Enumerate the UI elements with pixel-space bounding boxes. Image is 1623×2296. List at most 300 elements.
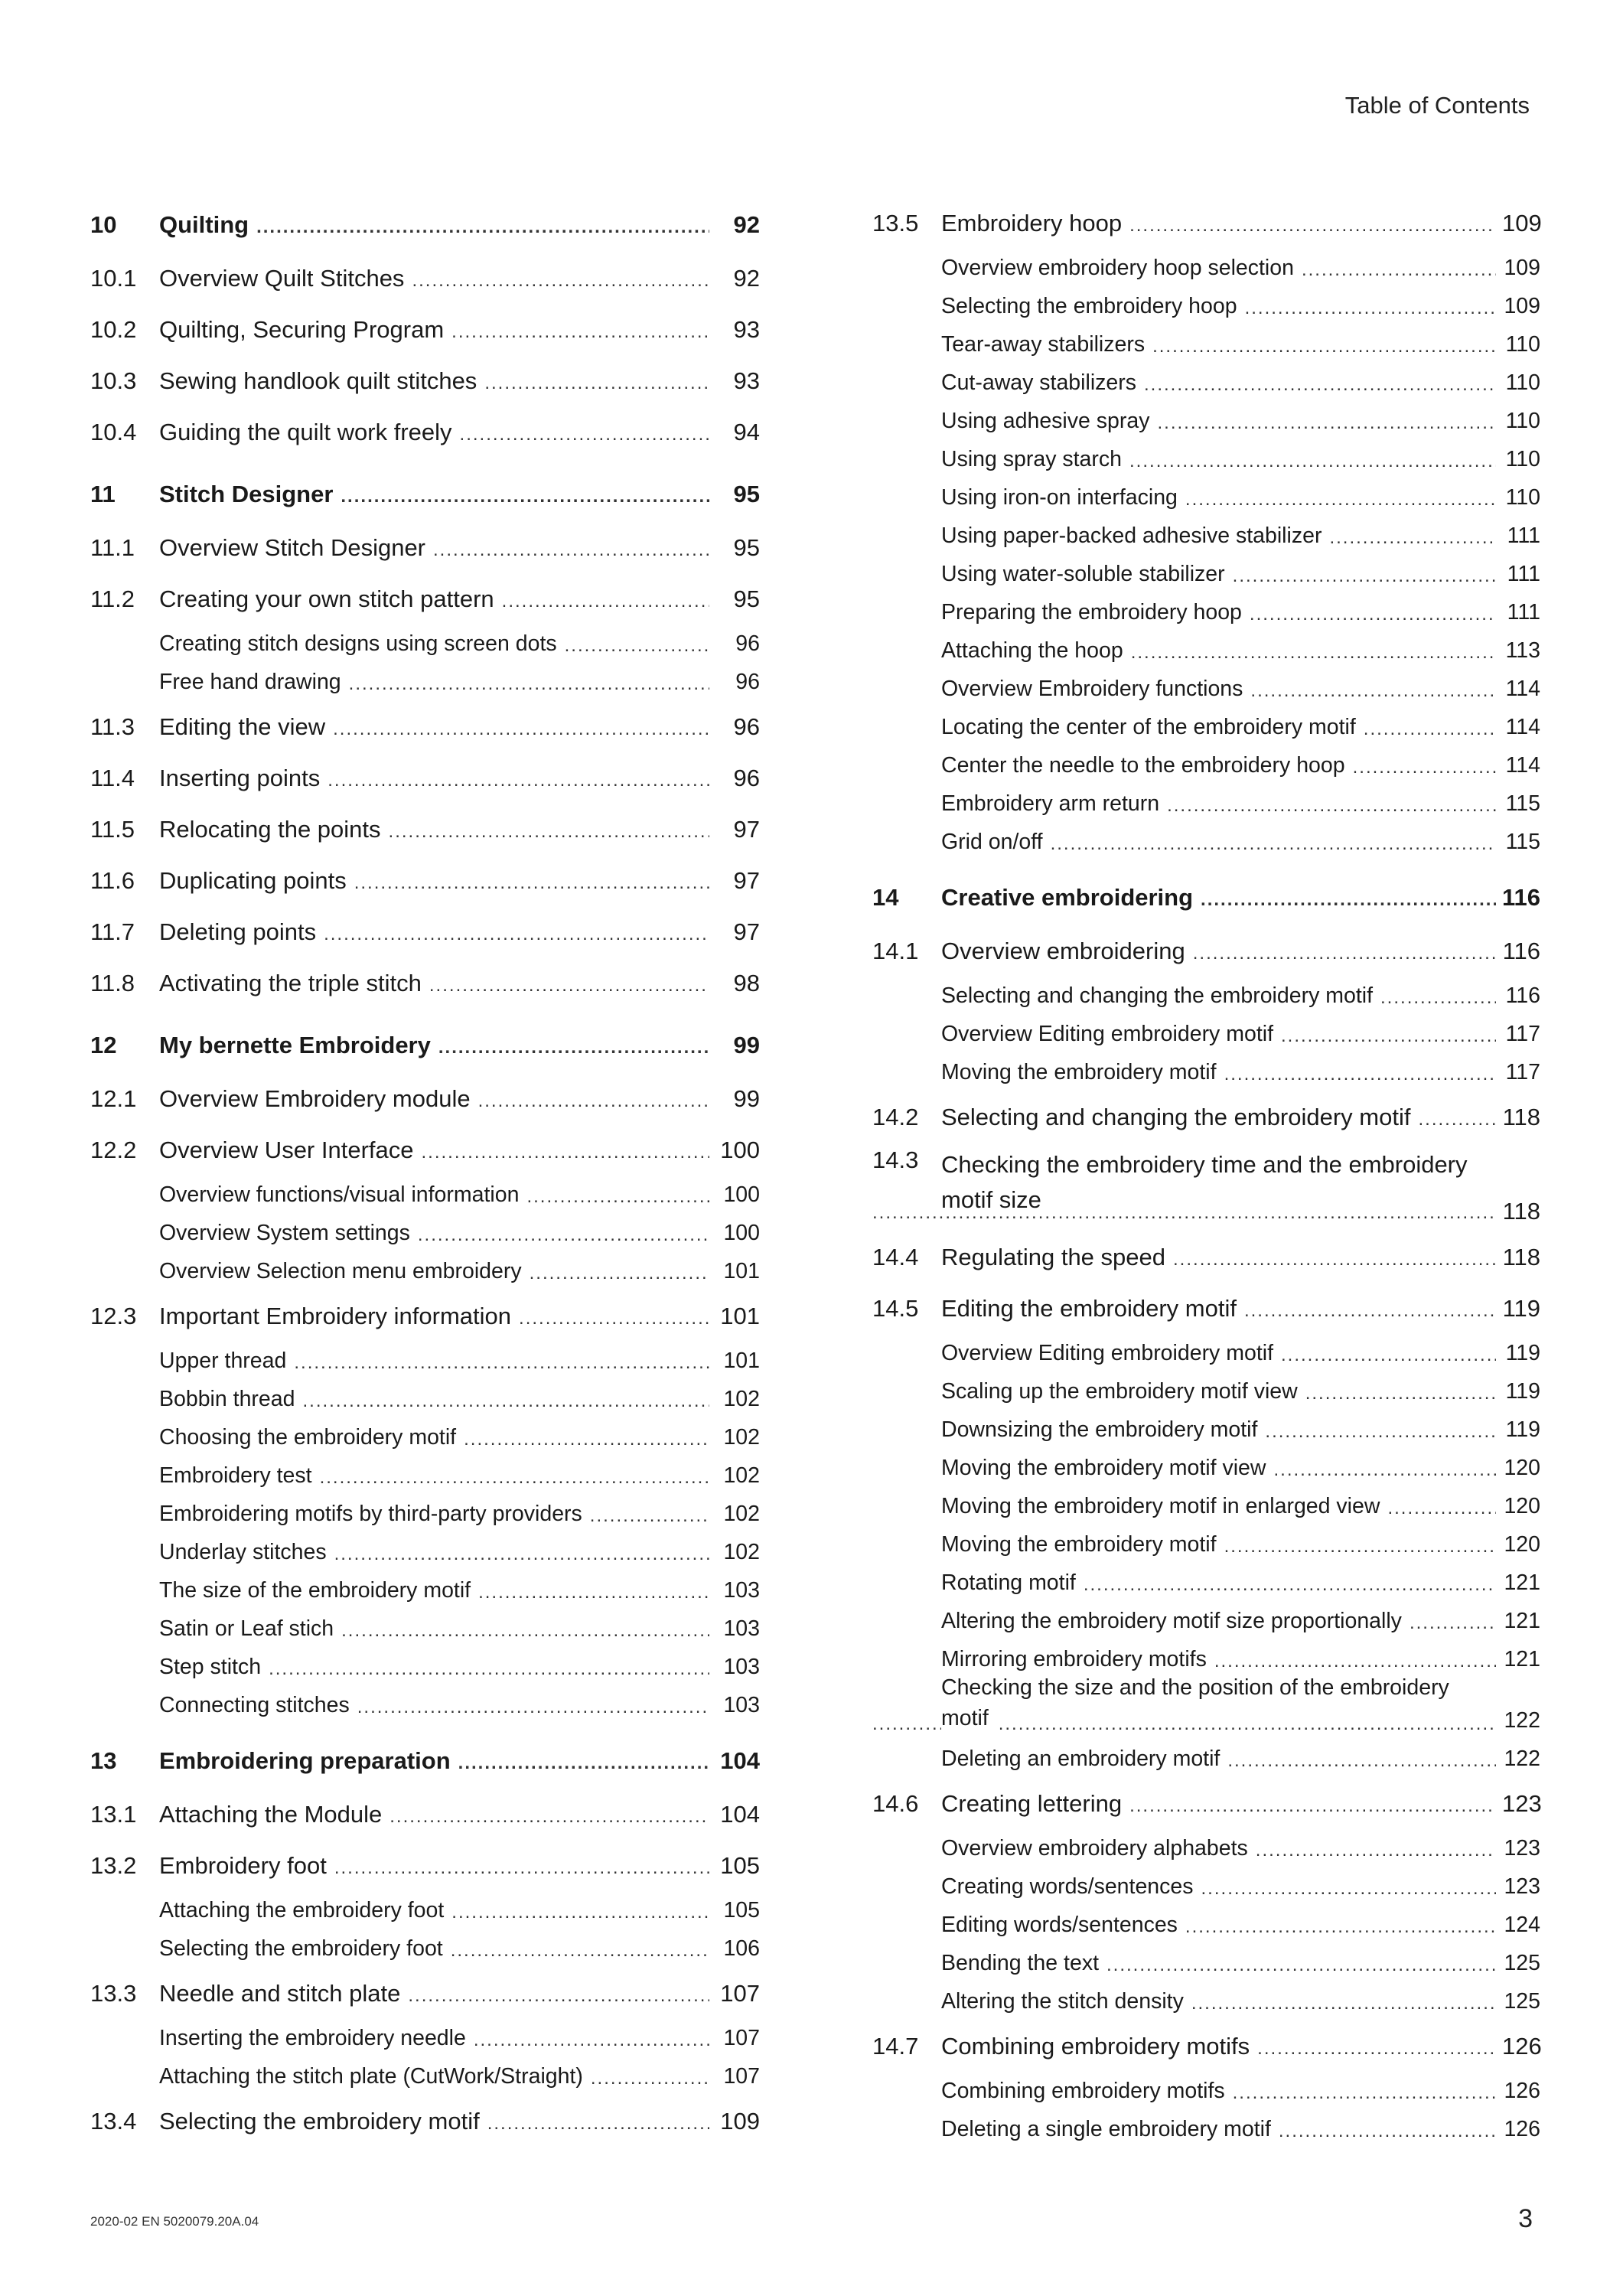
toc-entry-page: 97	[733, 918, 760, 945]
toc-entry-sub[interactable]	[872, 1487, 1540, 1525]
toc-entry-number: 14.4	[872, 1243, 919, 1270]
toc-entry-sub[interactable]	[872, 746, 1540, 784]
toc-entry-sub[interactable]	[90, 1686, 760, 1724]
dot-leader	[1364, 720, 1496, 739]
toc-entry-page: 96	[735, 631, 760, 656]
toc-entry-title: Satin or Leaf stich	[159, 1616, 334, 1641]
toc-entry-section[interactable]	[872, 2020, 1540, 2072]
toc-entry-sub[interactable]	[872, 1525, 1540, 1564]
toc-entry-section[interactable]	[90, 573, 760, 625]
toc-entry-title: Selecting the embroidery hoop	[941, 293, 1237, 318]
toc-entry-sub[interactable]	[872, 631, 1540, 670]
toc-entry-page: 123	[1504, 1874, 1540, 1899]
toc-entry-title: Creating your own stitch pattern	[159, 585, 494, 612]
toc-entry-sub[interactable]	[90, 1929, 760, 1968]
toc-entry-number: 11.8	[90, 969, 135, 996]
toc-entry-page: 118	[1502, 1243, 1540, 1270]
toc-entry-number: 13.2	[90, 1851, 137, 1879]
toc-entry-section[interactable]	[872, 1231, 1540, 1283]
toc-entry-sub[interactable]	[90, 1648, 760, 1686]
dot-leader	[502, 592, 709, 611]
toc-entry-page: 126	[1504, 2078, 1540, 2103]
dot-leader	[1144, 376, 1496, 394]
dot-leader	[1084, 1576, 1496, 1594]
toc-entry-page: 115	[1505, 829, 1540, 854]
toc-entry-page: 102	[723, 1539, 760, 1564]
toc-entry-sub[interactable]	[90, 1252, 760, 1290]
toc-entry-page: 117	[1505, 1021, 1540, 1046]
toc-entry-chapter[interactable]	[90, 1733, 760, 1789]
toc-entry-page: 121	[1504, 1570, 1540, 1595]
toc-entry-number: 13.5	[872, 209, 919, 236]
toc-entry-sub[interactable]	[90, 663, 760, 701]
toc-entry-title-line2: motif	[941, 1706, 996, 1730]
toc-entry-sub[interactable]	[872, 555, 1540, 593]
toc-entry-sub[interactable]	[90, 1571, 760, 1609]
toc-entry-sub[interactable]	[872, 1867, 1540, 1906]
toc-entry-section[interactable]	[90, 1073, 760, 1124]
toc-entry-section[interactable]	[872, 197, 1540, 249]
dot-leader	[1224, 1065, 1496, 1084]
toc-entry-sub[interactable]	[872, 1411, 1540, 1449]
toc-entry-number: 14.2	[872, 1103, 919, 1130]
toc-entry-title: Guiding the quilt work freely	[159, 418, 452, 445]
toc-entry-sub[interactable]	[872, 1053, 1540, 1091]
toc-entry-section[interactable]	[90, 406, 760, 458]
toc-entry-page: 107	[723, 2025, 760, 2050]
toc-entry-title: Grid on/off	[941, 829, 1043, 854]
toc-entry-sub[interactable]	[872, 1449, 1540, 1487]
toc-entry-page: 116	[1502, 884, 1541, 911]
toc-entry-sub[interactable]	[872, 325, 1540, 364]
dot-leader	[1191, 1994, 1496, 2013]
toc-entry-title: Preparing the embroidery hoop	[941, 599, 1242, 625]
toc-entry-title: Deleting a single embroidery motif	[941, 2116, 1271, 2141]
dot-leader	[478, 1092, 709, 1110]
toc-entry-title: Attaching the stitch plate (CutWork/Straight)	[159, 2063, 583, 2089]
toc-entry-sub[interactable]	[872, 784, 1540, 823]
toc-entry-page: 110	[1505, 408, 1540, 433]
toc-entry-section[interactable]	[872, 1091, 1540, 1143]
toc-entry-section[interactable]	[90, 1124, 760, 1176]
toc-entry-title: Deleting an embroidery motif	[941, 1746, 1221, 1771]
toc-entry-section[interactable]	[90, 855, 760, 906]
dot-leader	[1152, 338, 1496, 356]
toc-entry-section[interactable]	[90, 355, 760, 406]
toc-entry-title: Overview embroidery alphabets	[941, 1835, 1248, 1861]
dot-leader	[1274, 1461, 1497, 1479]
toc-entry-page: 98	[733, 969, 760, 996]
dot-leader	[1233, 567, 1496, 585]
toc-entry-sub[interactable]	[872, 402, 1540, 440]
toc-entry-sub[interactable]	[90, 1891, 760, 1929]
toc-entry-page: 109	[1504, 255, 1540, 280]
toc-entry-number: 14.6	[872, 1789, 919, 1817]
toc-entry-title: Overview Selection menu embroidery	[159, 1258, 522, 1283]
toc-entry-title: Overview User Interface	[159, 1136, 414, 1163]
toc-entry-number: 10.3	[90, 367, 137, 394]
toc-entry-sub[interactable]	[872, 977, 1540, 1015]
toc-entry-sub[interactable]	[90, 1342, 760, 1380]
toc-entry-title: Selecting and changing the embroidery motif	[941, 1103, 1411, 1130]
toc-entry-number: 10.1	[90, 264, 137, 292]
toc-entry-number: 14.3	[872, 1146, 919, 1173]
toc-entry-section[interactable]	[90, 1789, 760, 1840]
toc-entry-section[interactable]	[90, 304, 760, 355]
dot-leader	[1173, 1251, 1496, 1269]
toc-entry-number: 11.2	[90, 585, 135, 612]
toc-entry-page: 125	[1504, 1950, 1540, 1975]
dot-leader	[451, 323, 709, 341]
dot-leader	[1051, 835, 1496, 853]
toc-entry-section[interactable]	[90, 1968, 760, 2019]
toc-entry-page: 116	[1505, 983, 1540, 1008]
toc-entry-section[interactable]	[872, 1143, 1540, 1231]
dot-leader	[565, 637, 709, 655]
toc-entry-sub[interactable]	[872, 1372, 1540, 1411]
toc-entry-title: Editing the embroidery motif	[941, 1294, 1237, 1322]
toc-entry-title: Using spray starch	[941, 446, 1123, 471]
toc-entry-number: 14.7	[872, 2032, 919, 2060]
toc-entry-chapter[interactable]	[90, 197, 760, 253]
toc-entry-section[interactable]	[90, 522, 760, 573]
toc-entry-page: 120	[1504, 1455, 1540, 1480]
toc-entry-title: Moving the embroidery motif	[941, 1059, 1217, 1084]
toc-entry-sub[interactable]	[90, 1533, 760, 1571]
toc-entry-chapter[interactable]	[90, 467, 760, 522]
toc-entry-title: Stitch Designer	[159, 481, 334, 507]
toc-entry-sub[interactable]	[90, 1609, 760, 1648]
toc-entry-title: My bernette Embroidery	[159, 1032, 431, 1058]
toc-entry-sub[interactable]	[872, 440, 1540, 478]
toc-entry-sub[interactable]	[872, 2072, 1540, 2110]
dot-leader	[357, 1698, 709, 1717]
toc-entry-number: 12.3	[90, 1302, 137, 1329]
toc-entry-title: Selecting the embroidery foot	[159, 1936, 443, 1961]
dot-leader	[487, 2115, 709, 2133]
toc-entry-sub[interactable]	[872, 670, 1540, 708]
toc-entry-title: Tear-away stabilizers	[941, 331, 1146, 357]
toc-entry-page: 125	[1504, 1988, 1540, 2014]
toc-entry-title: Overview Editing embroidery motif	[941, 1021, 1273, 1046]
toc-entry-title: Free hand drawing	[159, 669, 341, 694]
toc-entry-page: 92	[733, 211, 760, 238]
toc-entry-number: 10.4	[90, 418, 137, 445]
chapter-gap	[90, 1724, 760, 1733]
toc-entry-title: Center the needle to the embroidery hoop	[941, 752, 1345, 778]
toc-entry-page: 119	[1505, 1378, 1540, 1404]
toc-entry-number: 12	[90, 1032, 117, 1058]
toc-entry-title: Relocating the points	[159, 815, 381, 843]
dot-leader	[460, 426, 709, 444]
toc-entry-sub[interactable]	[872, 823, 1540, 861]
toc-entry-sub[interactable]	[872, 2110, 1540, 2148]
toc-entry-title: Attaching the Module	[159, 1800, 383, 1828]
toc-entry-title: Creating lettering	[941, 1789, 1123, 1817]
toc-entry-page: 93	[733, 367, 760, 394]
toc-entry-page: 111	[1507, 599, 1540, 625]
toc-entry-title: Downsizing the embroidery motif	[941, 1417, 1258, 1442]
toc-entry-section[interactable]	[872, 1283, 1540, 1334]
toc-entry-sub[interactable]	[872, 249, 1540, 287]
toc-entry-title: Creating stitch designs using screen dots	[159, 631, 557, 656]
toc-entry-chapter[interactable]	[90, 1018, 760, 1073]
dot-leader	[1185, 491, 1496, 509]
toc-entry-page: 109	[720, 2107, 760, 2135]
toc-entry-title: Attaching the hoop	[941, 638, 1123, 663]
dot-leader	[412, 272, 709, 290]
dot-leader	[1214, 1652, 1496, 1671]
toc-entry-section[interactable]	[872, 1778, 1540, 1829]
toc-entry-title: Embroidering motifs by third-party providers	[159, 1501, 582, 1526]
toc-entry-title: Attaching the embroidery foot	[159, 1897, 445, 1923]
toc-entry-title: Overview embroidery hoop selection	[941, 255, 1294, 280]
toc-entry-page: 107	[720, 1979, 760, 2007]
toc-entry-sub[interactable]	[90, 2019, 760, 2057]
dot-leader	[418, 1226, 709, 1244]
toc-entry-page: 111	[1507, 523, 1540, 548]
toc-entry-sub[interactable]	[90, 1176, 760, 1214]
toc-entry-page: 97	[733, 815, 760, 843]
toc-entry-chapter[interactable]	[872, 870, 1540, 925]
toc-entry-page: 105	[720, 1851, 760, 1879]
toc-entry-title: Scaling up the embroidery motif view	[941, 1378, 1298, 1404]
toc-entry-section[interactable]	[90, 253, 760, 304]
toc-entry-page: 99	[733, 1032, 760, 1058]
toc-entry-page: 92	[733, 264, 760, 292]
toc-entry-page: 107	[723, 2063, 760, 2089]
toc-entry-title: Duplicating points	[159, 866, 347, 894]
toc-entry-sub[interactable]	[90, 1418, 760, 1456]
toc-entry-title	[872, 1672, 1477, 1733]
toc-entry-number: 13	[90, 1747, 117, 1774]
dot-leader	[389, 1808, 709, 1826]
toc-entry-number: 11.4	[90, 764, 135, 791]
toc-entry-title: Moving the embroidery motif view	[941, 1455, 1266, 1480]
toc-entry-title: Connecting stitches	[159, 1692, 350, 1717]
toc-entry-number: 11.3	[90, 713, 135, 740]
toc-entry-page: 126	[1502, 2032, 1542, 2060]
dot-leader	[1245, 299, 1496, 318]
toc-entry-title: Locating the center of the embroidery motif	[941, 714, 1356, 739]
toc-entry-sub[interactable]	[90, 1380, 760, 1418]
toc-entry-sub[interactable]	[872, 517, 1540, 555]
toc-entry-page: 123	[1502, 1789, 1542, 1817]
toc-entry-title: Embroidery arm return	[941, 791, 1160, 816]
toc-entry-page: 94	[733, 418, 760, 445]
dot-leader	[334, 1545, 709, 1564]
toc-entry-sub[interactable]	[872, 364, 1540, 402]
dot-leader	[333, 720, 709, 739]
dot-leader	[438, 1039, 709, 1057]
toc-entry-page: 104	[720, 1747, 760, 1774]
toc-entry-title: Using paper-backed adhesive stabilizer	[941, 523, 1322, 548]
toc-entry-number: 13.1	[90, 1800, 137, 1828]
toc-entry-title: Embroidering preparation	[159, 1747, 451, 1774]
toc-entry-page: 110	[1505, 370, 1540, 395]
dot-leader	[1129, 1797, 1496, 1815]
toc-entry-title: Step stitch	[159, 1654, 262, 1679]
toc-entry-title: Combining embroidery motifs	[941, 2078, 1225, 2103]
toc-entry-sub[interactable]	[872, 478, 1540, 517]
dot-leader	[328, 771, 709, 790]
chapter-gap	[90, 1009, 760, 1018]
toc-entry-sub[interactable]	[872, 1829, 1540, 1867]
dot-leader	[302, 1392, 709, 1411]
toc-entry-title-line1: Checking the embroidery time and the embroidery	[941, 1151, 1468, 1178]
toc-entry-page: 114	[1505, 752, 1540, 778]
toc-entry-number: 10	[90, 211, 117, 238]
toc-entry-sub[interactable]	[872, 1675, 1540, 1740]
dot-leader	[591, 2069, 709, 2088]
toc-entry-sub[interactable]	[872, 1015, 1540, 1053]
toc-entry-page: 101	[723, 1348, 760, 1373]
toc-entry-number: 14.5	[872, 1294, 919, 1322]
toc-entry-title: Overview System settings	[159, 1220, 410, 1245]
toc-entry-section[interactable]	[90, 2095, 760, 2147]
toc-entry-sub[interactable]	[872, 287, 1540, 325]
toc-entry-sub[interactable]	[872, 1564, 1540, 1602]
toc-entry-page: 103	[723, 1654, 760, 1679]
page-number: 3	[1518, 2204, 1533, 2233]
dot-leader	[451, 1903, 709, 1922]
toc-entry-title: Bending the text	[941, 1950, 1099, 1975]
toc-entry-title: Sewing handlook quilt stitches	[159, 367, 477, 394]
toc-entry-title: Mirroring embroidery motifs	[941, 1646, 1207, 1671]
toc-entry-sub[interactable]	[872, 1906, 1540, 1944]
toc-entry-page: 117	[1505, 1059, 1540, 1084]
dot-leader	[341, 1622, 709, 1640]
dot-leader	[349, 675, 709, 693]
toc-entry-title: Selecting and changing the embroidery motif	[941, 983, 1374, 1008]
toc-entry-page: 102	[723, 1424, 760, 1450]
toc-entry-sub[interactable]	[872, 593, 1540, 631]
running-header: Table of Contents	[1344, 92, 1530, 119]
dot-leader	[269, 1660, 709, 1678]
toc-entry-title: Overview Quilt Stitches	[159, 264, 405, 292]
toc-entry-page: 102	[723, 1463, 760, 1488]
toc-entry-page: 96	[733, 713, 760, 740]
toc-entry-page: 122	[1504, 1746, 1540, 1771]
toc-entry-page: 120	[1504, 1531, 1540, 1557]
dot-leader	[1201, 891, 1496, 909]
dot-leader	[519, 1309, 709, 1328]
toc-entry-page: 109	[1504, 293, 1540, 318]
toc-entry-sub[interactable]	[872, 1944, 1540, 1982]
toc-entry-title: Upper thread	[159, 1348, 287, 1373]
dot-leader	[484, 374, 709, 393]
dot-leader	[526, 1188, 709, 1206]
toc-entry-page: 119	[1505, 1417, 1540, 1442]
toc-entry-title: Using water-soluble stabilizer	[941, 561, 1225, 586]
toc-entry-sub[interactable]	[872, 1740, 1540, 1778]
toc-entry-page: 103	[723, 1692, 760, 1717]
toc-entry-section[interactable]	[90, 906, 760, 957]
dot-leader	[1281, 1027, 1496, 1045]
dot-leader	[464, 1430, 709, 1449]
dot-leader	[1185, 1918, 1496, 1936]
toc-entry-page: 106	[723, 1936, 760, 1961]
toc-entry-sub[interactable]	[872, 1602, 1540, 1640]
toc-entry-page: 100	[720, 1136, 760, 1163]
dot-leader	[1305, 1384, 1496, 1403]
toc-entry-page: 120	[1504, 1493, 1540, 1518]
document-code: 2020-02 EN 5020079.20A.04	[90, 2214, 259, 2229]
toc-entry-page: 118	[1496, 1198, 1540, 1225]
toc-entry-title: Regulating the speed	[941, 1243, 1166, 1270]
toc-entry-title: Needle and stitch plate	[159, 1979, 401, 2007]
toc-entry-sub[interactable]	[872, 708, 1540, 746]
toc-entry-title: Using iron-on interfacing	[941, 484, 1178, 510]
toc-entry-page: 95	[733, 585, 760, 612]
toc-entry-page: 96	[733, 764, 760, 791]
toc-entry-page: 100	[723, 1182, 760, 1207]
toc-entry-page: 95	[733, 481, 760, 507]
dot-leader	[458, 1754, 709, 1773]
toc-entry-sub[interactable]	[90, 1214, 760, 1252]
toc-entry-section[interactable]	[90, 1840, 760, 1891]
toc-entry-section[interactable]	[90, 701, 760, 752]
dot-leader	[256, 218, 709, 236]
dot-leader	[1418, 1110, 1496, 1129]
dot-leader	[433, 541, 709, 559]
toc-entry-sub[interactable]	[872, 1334, 1540, 1372]
toc-entry-title: Rotating motif	[941, 1570, 1076, 1595]
toc-entry-page: 110	[1505, 484, 1540, 510]
toc-entry-section[interactable]	[90, 1290, 760, 1342]
toc-entry-page: 102	[723, 1386, 760, 1411]
toc-entry-title: Altering the stitch density	[941, 1988, 1184, 2014]
toc-entry-title: Moving the embroidery motif in enlarged view	[941, 1493, 1380, 1518]
toc-entry-sub[interactable]	[90, 1495, 760, 1533]
dot-leader	[324, 925, 709, 944]
dot-leader	[1244, 1302, 1496, 1320]
dot-leader	[429, 977, 709, 995]
toc-entry-title	[872, 1147, 1477, 1218]
toc-entry-section[interactable]	[872, 925, 1540, 977]
toc-entry-number: 11.5	[90, 815, 135, 843]
toc-entry-sub[interactable]	[90, 625, 760, 663]
toc-entry-title: Creative embroidering	[941, 884, 1194, 911]
dot-leader	[1257, 2040, 1496, 2058]
dot-leader	[408, 1987, 709, 2005]
toc-entry-page: 126	[1504, 2116, 1540, 2141]
toc-entry-page: 100	[723, 1220, 760, 1245]
toc-entry-section[interactable]	[90, 804, 760, 855]
toc-entry-page: 105	[723, 1897, 760, 1923]
toc-entry-page: 119	[1505, 1340, 1540, 1365]
toc-entry-section[interactable]	[90, 752, 760, 804]
toc-entry-number: 13.3	[90, 1979, 137, 2007]
toc-entry-sub[interactable]	[872, 1982, 1540, 2020]
dot-leader	[1353, 758, 1496, 777]
dot-leader	[320, 1469, 709, 1487]
toc-entry-title: Combining embroidery motifs	[941, 2032, 1250, 2060]
dot-leader	[590, 1507, 709, 1525]
toc-entry-title: Overview Editing embroidery motif	[941, 1340, 1273, 1365]
toc-entry-section[interactable]	[90, 957, 760, 1009]
toc-entry-sub[interactable]	[90, 1456, 760, 1495]
toc-entry-title: Underlay stitches	[159, 1539, 327, 1564]
dot-leader	[451, 1942, 709, 1960]
toc-entry-title: Important Embroidery information	[159, 1302, 512, 1329]
dot-leader	[1380, 989, 1496, 1007]
toc-entry-sub[interactable]	[90, 2057, 760, 2095]
dot-leader	[1131, 644, 1496, 662]
dot-leader	[1250, 682, 1496, 700]
toc-entry-number: 14.1	[872, 937, 919, 964]
toc-entry-title: Choosing the embroidery motif	[159, 1424, 457, 1450]
